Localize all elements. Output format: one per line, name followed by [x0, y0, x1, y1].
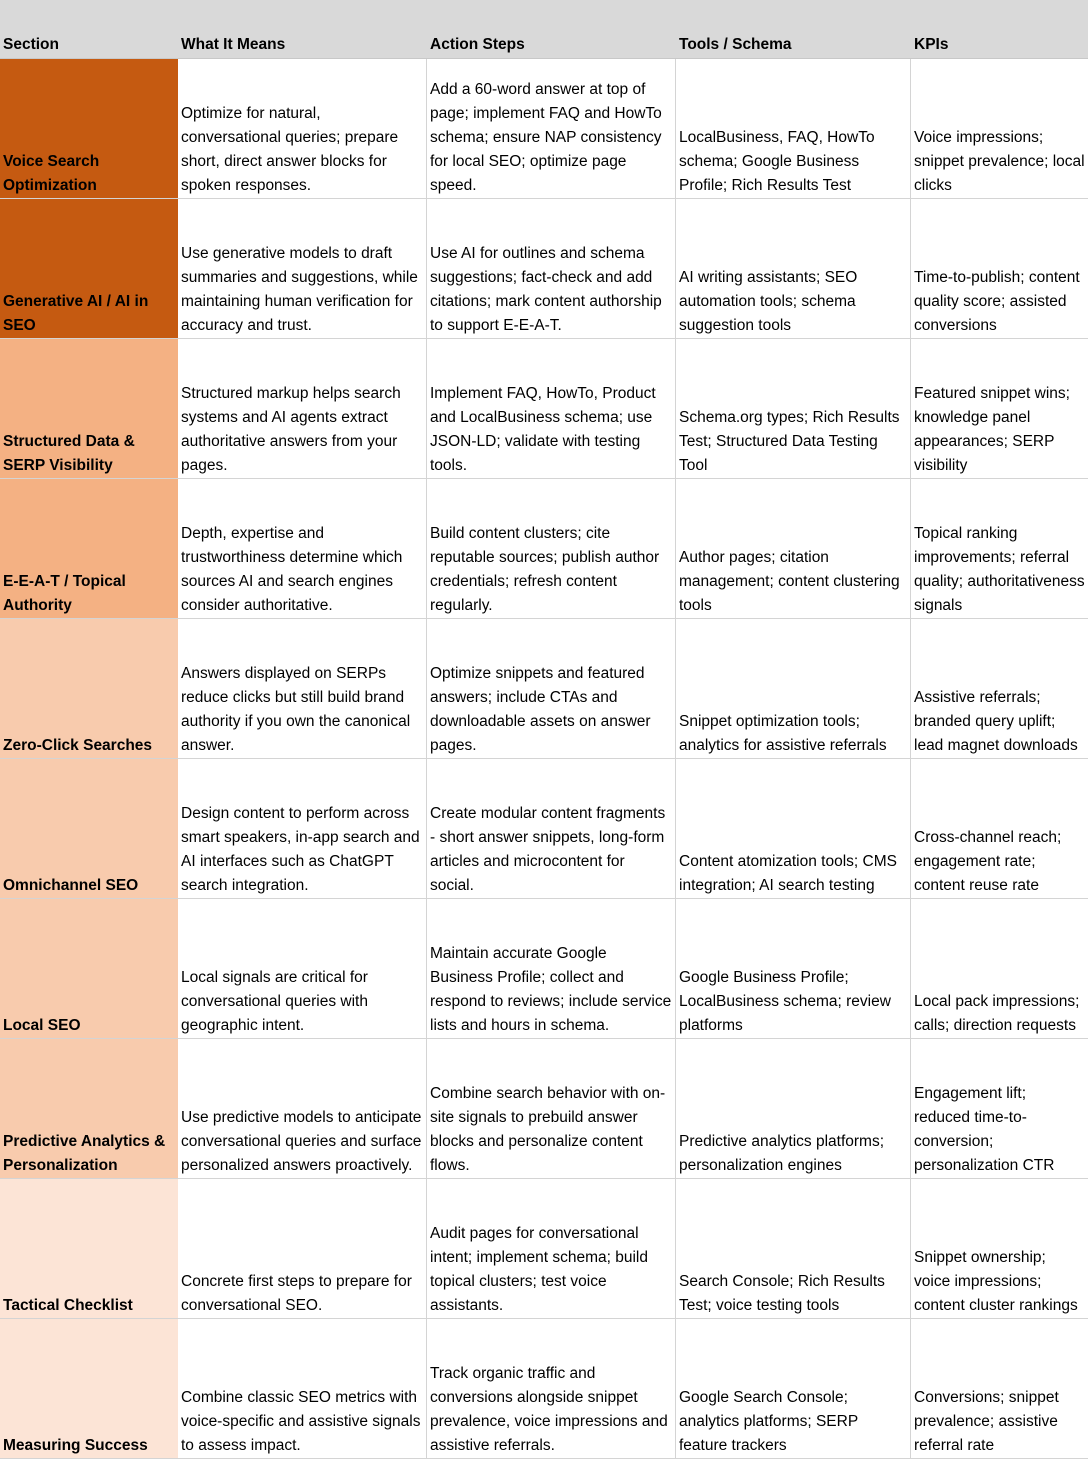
tools-cell-text: Search Console; Rich Results Test; voice testing tools	[679, 1273, 885, 1314]
section-cell[interactable]	[0, 479, 178, 618]
meaning-cell[interactable]	[178, 899, 427, 1038]
section-cell[interactable]	[0, 1319, 178, 1458]
meaning-cell[interactable]	[178, 619, 427, 758]
kpis-cell-text: Cross-channel reach; engagement rate; content reuse rate	[914, 829, 1062, 894]
kpis-cell[interactable]	[911, 759, 1088, 898]
kpis-cell-text: Voice impressions; snippet prevalence; local clicks	[914, 129, 1085, 194]
section-cell[interactable]	[0, 619, 178, 758]
tools-cell-text: Predictive analytics platforms; personalization engines	[679, 1133, 885, 1174]
action-steps-cell[interactable]	[427, 199, 676, 338]
action-steps-cell[interactable]	[427, 479, 676, 618]
section-cell-text: Predictive Analytics & Personalization	[3, 1133, 166, 1174]
kpis-cell-text: Conversions; snippet prevalence; assistive referral rate	[914, 1389, 1059, 1454]
section-cell[interactable]	[0, 339, 178, 478]
kpis-cell[interactable]	[911, 1179, 1088, 1318]
table-body	[0, 59, 1088, 1459]
table-row	[0, 339, 1088, 479]
tools-cell[interactable]	[676, 759, 911, 898]
meaning-cell-text: Concrete first steps to prepare for conversational SEO.	[181, 1273, 412, 1314]
section-cell[interactable]	[0, 59, 178, 198]
action-steps-cell[interactable]	[427, 619, 676, 758]
header-tools-schema[interactable]: Tools / Schema	[679, 36, 792, 53]
meaning-cell[interactable]	[178, 199, 427, 338]
action-steps-cell[interactable]	[427, 1319, 676, 1458]
tools-cell[interactable]	[676, 899, 911, 1038]
header-action-steps[interactable]: Action Steps	[430, 36, 525, 53]
kpis-cell[interactable]	[911, 1319, 1088, 1458]
kpis-cell[interactable]	[911, 1039, 1088, 1178]
action-steps-cell-text: Create modular content fragments - short answer snippets, long-form articles and microcontent for social.	[430, 805, 666, 894]
section-cell-text: Measuring Success	[3, 1437, 148, 1454]
meaning-cell[interactable]	[178, 759, 427, 898]
kpis-cell[interactable]	[911, 899, 1088, 1038]
header-what-it-means[interactable]: What It Means	[181, 36, 286, 53]
header-section[interactable]: Section	[3, 36, 59, 53]
meaning-cell-text: Structured markup helps search systems and AI agents extract authoritative answers from your pages.	[181, 385, 401, 474]
action-steps-cell-text: Track organic traffic and conversions alongside snippet prevalence, voice impressions and assistive referrals.	[430, 1365, 668, 1454]
meaning-cell-text: Design content to perform across smart speakers, in-app search and AI interfaces such as ChatGPT search integration.	[181, 805, 420, 894]
meaning-cell-text: Combine classic SEO metrics with voice-specific and assistive signals to assess impact.	[181, 1389, 421, 1454]
kpis-cell[interactable]	[911, 479, 1088, 618]
action-steps-cell-text: Implement FAQ, HowTo, Product and LocalBusiness schema; use JSON-LD; validate with testing tools.	[430, 385, 656, 474]
action-steps-cell[interactable]	[427, 759, 676, 898]
action-steps-cell[interactable]	[427, 339, 676, 478]
kpis-cell-text: Local pack impressions; calls; direction requests	[914, 993, 1080, 1034]
tools-cell[interactable]	[676, 479, 911, 618]
kpis-cell-text: Assistive referrals; branded query uplift; lead magnet downloads	[914, 689, 1078, 754]
section-cell-text: Omnichannel SEO	[3, 877, 139, 894]
kpis-cell[interactable]	[911, 199, 1088, 338]
kpis-cell-text: Time-to-publish; content quality score; assisted conversions	[914, 269, 1080, 334]
meaning-cell[interactable]	[178, 479, 427, 618]
tools-cell-text: LocalBusiness, FAQ, HowTo schema; Google Business Profile; Rich Results Test	[679, 129, 875, 194]
tools-cell[interactable]	[676, 339, 911, 478]
tools-cell-text: AI writing assistants; SEO automation tools; schema suggestion tools	[679, 269, 858, 334]
meaning-cell-text: Answers displayed on SERPs reduce clicks but still build brand authority if you own the canonical answer.	[181, 665, 411, 754]
kpis-cell-text: Featured snippet wins; knowledge panel appearances; SERP visibility	[914, 385, 1070, 474]
section-cell[interactable]	[0, 199, 178, 338]
action-steps-cell-text: Use AI for outlines and schema suggestions; fact-check and add citations; mark content authorship to support E-E-A-T.	[430, 245, 662, 334]
meaning-cell-text: Use generative models to draft summaries and suggestions, while maintaining human verification for accuracy and trust.	[181, 245, 418, 334]
tools-cell-text: Schema.org types; Rich Results Test; Structured Data Testing Tool	[679, 409, 900, 474]
tools-cell[interactable]	[676, 199, 911, 338]
action-steps-cell-text: Maintain accurate Google Business Profile; collect and respond to reviews; include service lists and hours in schema.	[430, 945, 672, 1034]
tools-cell[interactable]	[676, 1039, 911, 1178]
section-cell-text: Tactical Checklist	[3, 1297, 133, 1314]
meaning-cell-text: Optimize for natural, conversational queries; prepare short, direct answer blocks for spoken responses.	[181, 105, 399, 194]
table-row	[0, 899, 1088, 1039]
action-steps-cell-text: Add a 60-word answer at top of page; implement FAQ and HowTo schema; ensure NAP consistency for local SEO; optimize page speed.	[430, 81, 662, 194]
section-cell-text: Structured Data & SERP Visibility	[3, 433, 135, 474]
section-cell-text: E-E-A-T / Topical Authority	[3, 573, 126, 614]
kpis-cell[interactable]	[911, 59, 1088, 198]
meaning-cell-text: Use predictive models to anticipate conversational queries and surface personalized answers proactively.	[181, 1109, 422, 1174]
action-steps-cell-text: Combine search behavior with on-site signals to prebuild answer blocks and personalize content flows.	[430, 1085, 666, 1174]
action-steps-cell-text: Build content clusters; cite reputable sources; publish author credentials; refresh content regularly.	[430, 525, 660, 614]
header-kpis[interactable]: KPIs	[914, 36, 949, 53]
action-steps-cell-text: Audit pages for conversational intent; implement schema; build topical clusters; test voice assistants.	[430, 1225, 648, 1314]
tools-cell-text: Google Business Profile; LocalBusiness schema; review platforms	[679, 969, 891, 1034]
table-row	[0, 199, 1088, 339]
kpis-cell[interactable]	[911, 339, 1088, 478]
tools-cell[interactable]	[676, 1319, 911, 1458]
meaning-cell[interactable]	[178, 1319, 427, 1458]
kpis-cell-text: Engagement lift; reduced time-to-conversion; personalization CTR	[914, 1085, 1055, 1174]
table-row	[0, 759, 1088, 899]
action-steps-cell[interactable]	[427, 59, 676, 198]
kpis-cell[interactable]	[911, 619, 1088, 758]
section-cell-text: Generative AI / AI in SEO	[3, 293, 149, 334]
table-row	[0, 59, 1088, 199]
section-cell[interactable]	[0, 899, 178, 1038]
tools-cell-text: Content atomization tools; CMS integration; AI search testing	[679, 853, 897, 894]
meaning-cell[interactable]	[178, 1179, 427, 1318]
meaning-cell[interactable]	[178, 59, 427, 198]
table-row	[0, 619, 1088, 759]
table-row	[0, 479, 1088, 619]
action-steps-cell[interactable]	[427, 899, 676, 1038]
tools-cell-text: Google Search Console; analytics platforms; SERP feature trackers	[679, 1389, 858, 1454]
header-row	[0, 0, 1088, 59]
section-cell-text: Local SEO	[3, 1017, 81, 1034]
meaning-cell-text: Local signals are critical for conversational queries with geographic intent.	[181, 969, 368, 1034]
table-row	[0, 1319, 1088, 1459]
section-cell-text: Voice Search Optimization	[3, 153, 100, 194]
section-cell[interactable]	[0, 759, 178, 898]
tools-cell-text: Snippet optimization tools; analytics for assistive referrals	[679, 713, 887, 754]
action-steps-cell-text: Optimize snippets and featured answers; include CTAs and downloadable assets on answer pages.	[430, 665, 651, 754]
kpis-cell-text: Snippet ownership; voice impressions; content cluster rankings	[914, 1249, 1078, 1314]
section-cell[interactable]	[0, 1039, 178, 1178]
tools-cell[interactable]	[676, 619, 911, 758]
action-steps-cell[interactable]	[427, 1179, 676, 1318]
tools-cell[interactable]	[676, 1179, 911, 1318]
kpis-cell-text: Topical ranking improvements; referral quality; authoritativeness signals	[914, 525, 1085, 614]
section-cell[interactable]	[0, 1179, 178, 1318]
table-row	[0, 1179, 1088, 1319]
tools-cell[interactable]	[676, 59, 911, 198]
meaning-cell[interactable]	[178, 1039, 427, 1178]
meaning-cell[interactable]	[178, 339, 427, 478]
action-steps-cell[interactable]	[427, 1039, 676, 1178]
section-cell-text: Zero-Click Searches	[3, 737, 153, 754]
meaning-cell-text: Depth, expertise and trustworthiness determine which sources AI and search engines consider authoritative.	[181, 525, 403, 614]
table-row	[0, 1039, 1088, 1179]
tools-cell-text: Author pages; citation management; content clustering tools	[679, 549, 900, 614]
